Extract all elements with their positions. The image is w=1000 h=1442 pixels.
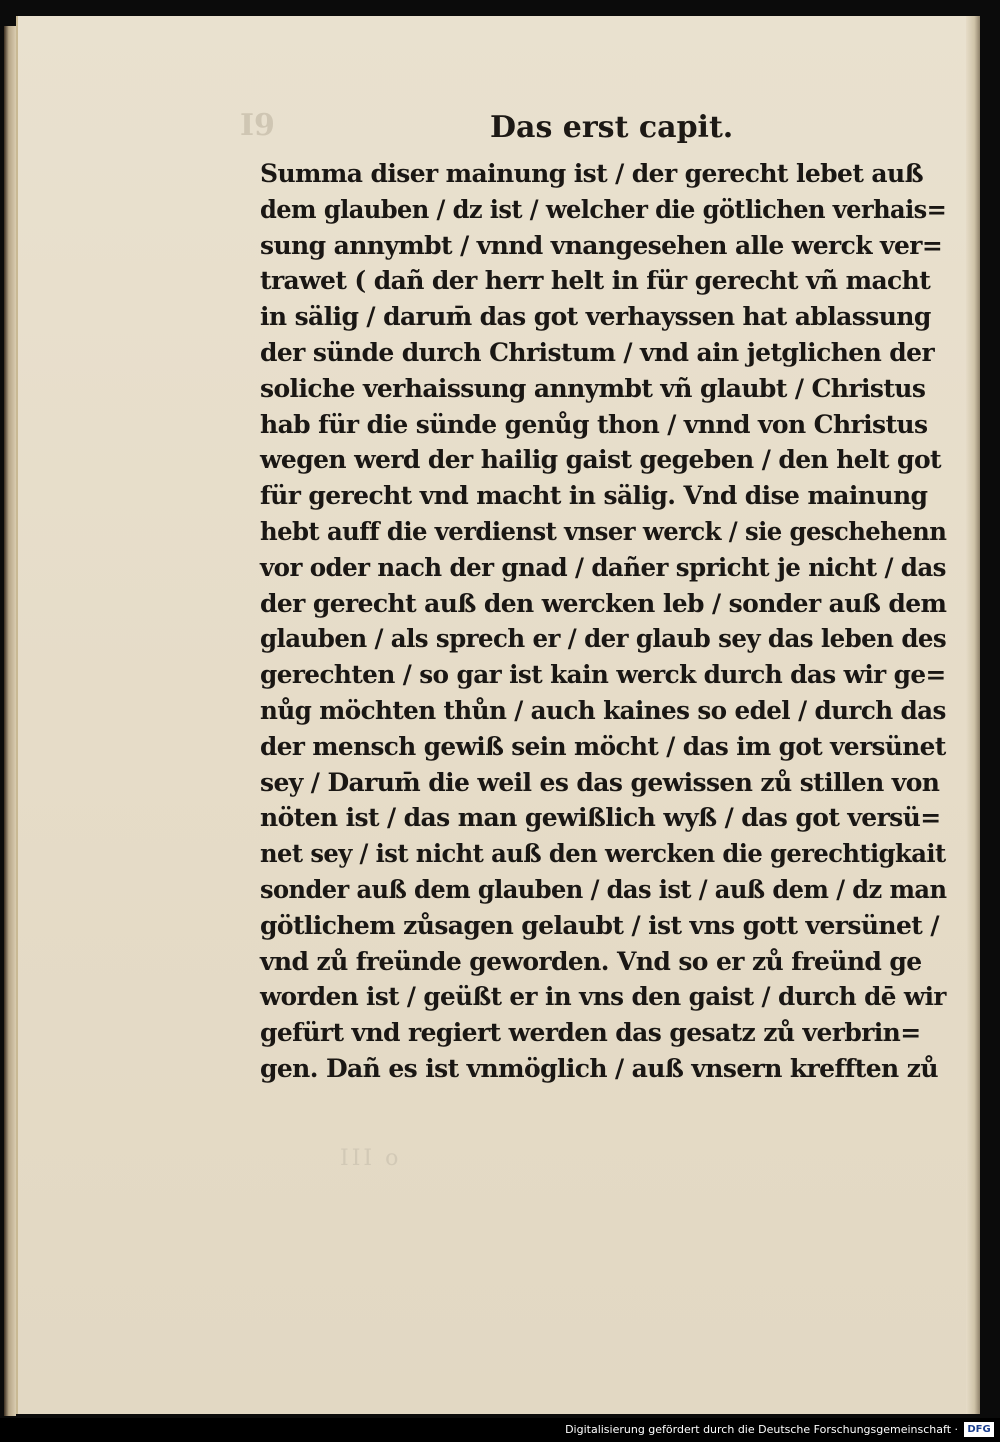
text-line: Summa diser mainung ist / der gerecht lebet auß — [260, 159, 923, 188]
text-block — [260, 156, 946, 1087]
text-line: der gerecht auß den wercken leb / sonder auß dem — [260, 588, 947, 618]
footer-bar — [0, 1418, 1000, 1442]
show-through-mark: I9 — [240, 108, 275, 143]
text-line: vor oder nach der gnad / dañer spricht je nicht / das — [260, 552, 946, 582]
text-line: nöten ist / das man gewißlich wyß / das got versü= — [260, 803, 941, 833]
dfg-logo: DFG — [964, 1422, 994, 1437]
text-line: trawet ( dañ der herr helt in für gerecht vñ macht — [260, 266, 931, 296]
text-line: für gerecht vnd macht in sälig. Vnd dise mainung — [260, 481, 928, 511]
text-line: soliche verhaissung annymbt vñ glaubt / Christus — [260, 373, 926, 403]
page-fold-shadow — [966, 16, 980, 1414]
text-line: glauben / als sprech er / der glaub sey das leben des — [260, 624, 947, 654]
text-line: hebt auff die verdienst vnser werck / sie geschehenn — [260, 516, 947, 546]
text-line: vnd zů freünde geworden. Vnd so er zů freünd ge — [260, 946, 922, 976]
text-line: in sälig / darum̄ das got verhayssen hat ablassung — [260, 302, 931, 332]
text-line: nůg möchten thůn / auch kaines so edel / durch das — [260, 695, 946, 725]
text-line: götlichem zůsagen gelaubt / ist vns gott versünet / — [260, 910, 939, 940]
text-line: gefürt vnd regiert werden das gesatz zů verbrin= — [260, 1018, 921, 1048]
text-line: worden ist / geüßt er in vns den gaist / durch dē wir — [260, 982, 946, 1012]
book-page-edge — [4, 26, 16, 1416]
show-through-mark-bottom: III o — [340, 1146, 402, 1171]
running-head: Das erst capit. — [490, 110, 734, 145]
funding-credit: Digitalisierung gefördert durch die Deutsche Forschungsgemeinschaft · — [565, 1423, 958, 1436]
text-line: sey / Darum̄ die weil es das gewissen zů stillen von — [260, 767, 940, 797]
text-line: wegen werd der hailig gaist gegeben / den helt got — [260, 445, 941, 475]
text-line: sonder auß dem glauben / das ist / auß dem / dz man — [260, 874, 947, 904]
text-line: dem glauben / dz ist / welcher die götlichen verhais= — [260, 194, 947, 224]
text-line: net sey / ist nicht auß den wercken die gerechtigkait — [260, 839, 946, 869]
text-line: der sünde durch Christum / vnd ain jetglichen der — [260, 337, 935, 367]
text-line: hab für die sünde genůg thon / vnnd von Christus — [260, 409, 928, 439]
text-line: sung annymbt / vnnd vnangesehen alle werck ver= — [260, 230, 943, 260]
text-line: gerechten / so gar ist kain werck durch das wir ge= — [260, 660, 946, 690]
text-line: der mensch gewiß sein möcht / das im got versünet — [260, 731, 946, 761]
text-line: gen. Dañ es ist vnmöglich / auß vnsern krefften zů — [260, 1053, 938, 1083]
